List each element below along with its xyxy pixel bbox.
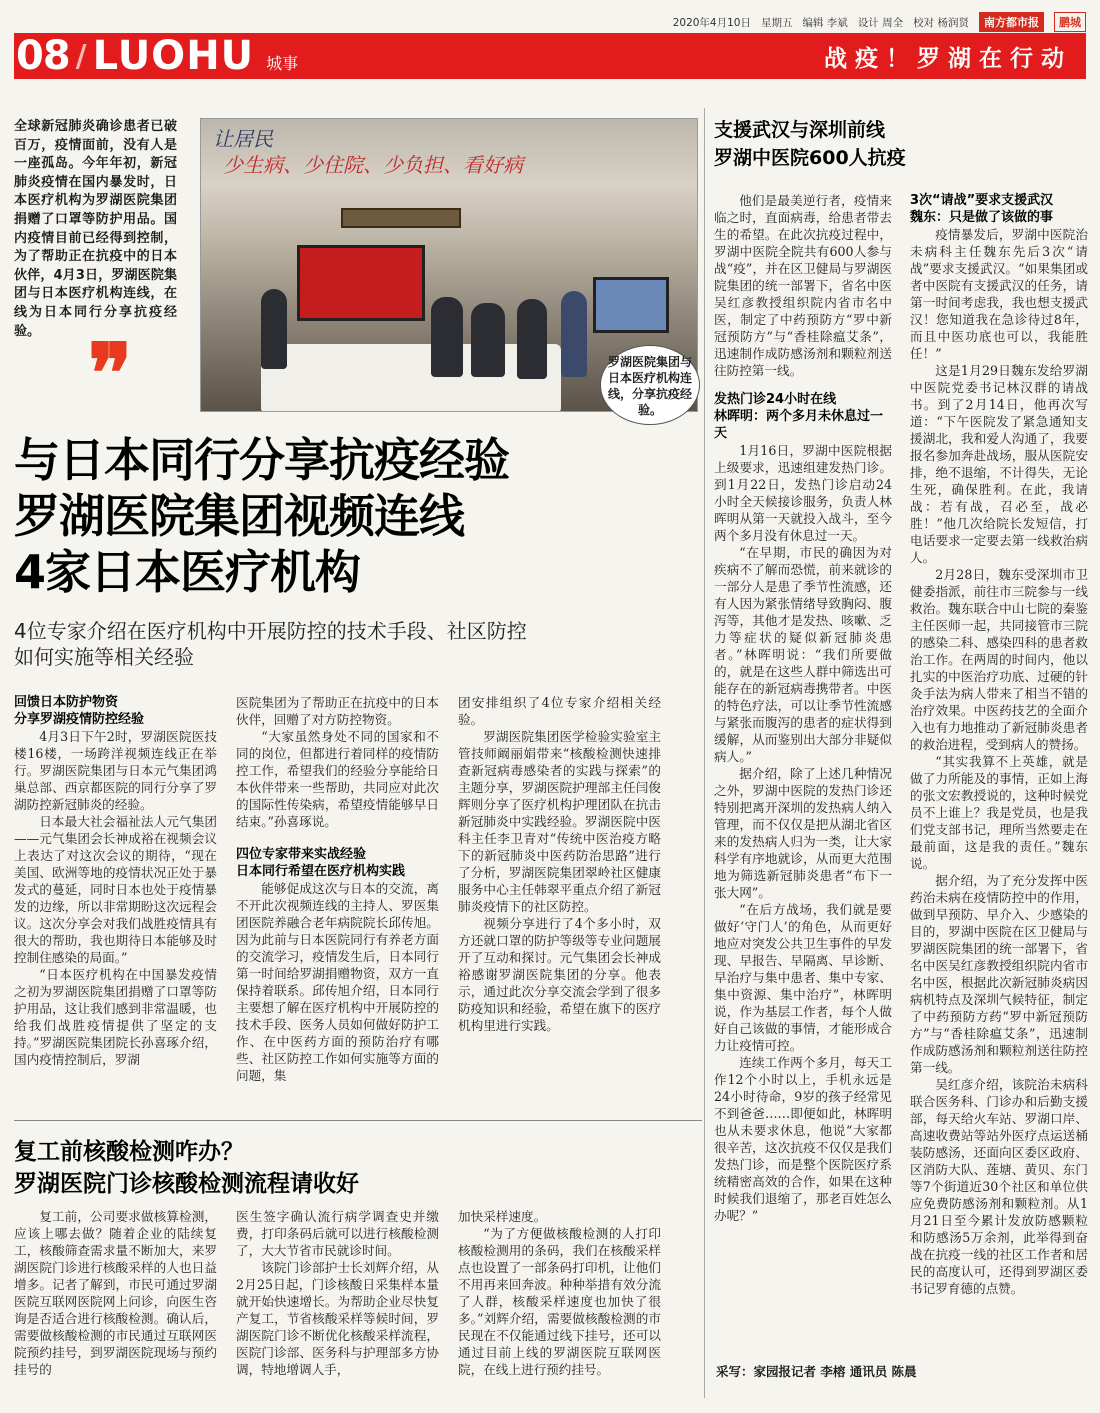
article3-paragraph: 这是1月29日魏东发给罗湖中医院党委书记林汉群的请战书。到了2月14日，他再次写道：“下午医院发了紧急通知支援湖北，我和爱人沟通了，我要报名参加奔赴战场，服从医院安排，绝不退缩，不计得失，无论生死，确保胜利。在此，我请战：若有战，召必至，战必胜！”他几次给院长发短信，打电话要求一定要去第一线救治病人。 [910, 363, 1088, 565]
banner-slash: / [75, 38, 87, 74]
article3-paragraph: 据介绍，除了上述几种情况之外，罗湖中医院的发热门诊还特别把离开深圳的发热病人纳入管理，而不仅仅是把从湖北省区来的发热病人归为一类，让大家科学有序地就诊，从而更大范围地为筛选新冠肺炎患者“布下一张大网”。 [714, 766, 892, 900]
article3-credit: 采写：家园报记者 李榕 通讯员 陈晨 [716, 1364, 917, 1379]
editor-credit: 编辑 李斌 [802, 16, 848, 29]
article3-paragraph: 2月28日，魏东受深圳市卫健委指派，前往市三院参与一线救治。魏东联合中山七院的秦鉴主任医师一起，共同接管市三院的感染二科、感染四科的患者救治工作。在两周的时间内，他以扎实的中医治疗功底、过硬的针灸手法为病人带来了相当不错的治疗效果。中医药技艺的全面介入也有力地推动了新冠肺炎患者的救治进程，受到病人的赞扬。 [910, 567, 1088, 752]
article1-col2 [236, 694, 439, 1084]
photo-person [261, 289, 287, 369]
article1-subhead1b: 分享罗湖疫情防控经验 [14, 712, 145, 727]
article1-paragraph: 医院集团为了帮助正在抗疫中的日本伙伴，回赠了对方防控物资。 [236, 695, 439, 727]
photo-person [431, 297, 463, 377]
issue-date: 2020年4月10日 [672, 16, 751, 29]
article3-headline [714, 116, 1084, 172]
quote-mark-icon: ❞ [88, 326, 133, 422]
article3-head1: 支援武汉与深圳前线 [714, 119, 886, 141]
article3-subheadB1: 3次“请战”要求支援武汉 [910, 193, 1054, 208]
subline2: 如何实施等相关经验 [14, 645, 194, 669]
headline-line1: 与日本同行分享抗疫经验 [14, 433, 509, 487]
headline-line2: 罗湖医院集团视频连线 [14, 489, 464, 543]
article1-subhead2a: 四位专家带来实战经验 [236, 847, 367, 862]
article3-paragraph: 据介绍，为了充分发挥中医药治未病在疫情防控中的作用，做到早预防、早介入、少感染的目的，罗湖中医院在区卫健局与罗湖医院集团的统一部署下，省名中医吴红彦教授组织院内省市名中医，根据此次新冠肺炎病因病机特点及深圳气候特征，制定了中药预防方药“罗中新冠预防方”与“香桂除瘟艾条”，迅速制作成防感汤剂和颗粒剂送往防控第一线。 [910, 873, 1088, 1075]
article1-paragraph: 罗湖医院集团医学检验实验室主管技师阚丽娟带来“核酸检测快速排查新冠病毒感染者的实践与探索”的主题分享，罗湖医院护理部主任闫俊辉则分享了医疗机构护理团队在抗击新冠肺炎中实践经验。罗湖医院中医科主任李卫青对“传统中医治疫方略下的新冠肺炎中医药防治思路”进行了分析，罗湖医院集团翠岭社区健康服务中心主任韩翠平重点介绍了新冠肺炎疫情下的社区防控。 [458, 729, 661, 914]
article3-paragraph: 疫情暴发后，罗湖中医院治未病科主任魏东先后3次“请战”要求支援武汉。“如果集团或者中医院有支援武汉的任务，请第一时间考虑我，我也想支援武汉！您知道我在急诊待过8年，而且中医功底也可以，我能胜任！” [910, 227, 1088, 361]
article1-paragraph: “大家虽然身处不同的国家和不同的岗位，但都进行着同样的疫情防控工作，希望我们的经验分享能给日本伙伴带来一些帮助，共同应对此次的国际性传染病，希望疫情能够早日结束。”孙喜琢说。 [236, 729, 439, 829]
article3-paragraph: 1月16日，罗湖中医院根据上级要求，迅速组建发热门诊。到1月22日，发热门诊启动24小时全天候接诊服务，负责人林晖明从第一天就投入战斗，至今两个多月没有休息过一天。 [714, 443, 892, 543]
article1-paragraph: 团安排组织了4位专家介绍相关经验。 [458, 695, 661, 727]
photo-red-screen [297, 245, 425, 321]
section-banner [14, 33, 1086, 79]
article1-paragraph: 日本最大社会福祉法人元气集团——元气集团会长神成裕在视频会议上表达了对这次会议的期待，“现在美国、欧洲等地的疫情状况正处于暴发式的蔓延，同时日本也处于疫情暴发的边缘，所以非常期盼这次远程会议。这次分享会对我们战胜疫情具有很大的帮助，我也期待日本能够及时控制住感染的局面。” [14, 814, 217, 965]
article1-paragraph: 4月3日下午2时，罗湖医院医技楼16楼，一场跨洋视频连线正在举行。罗湖医院集团与日本元气集团鸿巢总部、西京都医院的同行分享了罗湖防控新冠肺炎的经验。 [14, 729, 217, 812]
column-divider [704, 108, 705, 1398]
design-credit: 设计 周全 [857, 16, 904, 29]
article2-paragraph: 医生签字确认流行病学调查史并缴费，打印条码后就可以进行核酸检测了，大大节省市民就诊时间。 [236, 1209, 439, 1258]
article2-paragraph: 复工前，公司要求做核算检测，应该上哪去做？随着企业的陆续复工，核酸筛查需求量不断加大，来罗湖医院门诊进行核酸采样的人也日益增多。记者了解到，市民可通过罗湖医院互联网医院网上问诊，向医生咨询是否适合进行核酸检测。确认后，需要做核酸检测的市民通过互联网医院预约挂号，到罗湖医院现场与预约挂号的 [14, 1209, 217, 1377]
article2-paragraph: “为了方便做核酸检测的人打印核酸检测用的条码，我们在核酸采样点也设置了一部条码打印机，让他们不用再来回奔波。种种举措有效分流了人群，核酸采样速度也加快了很多。”刘辉介绍，需要做核酸检测的市民现在不仅能通过线下挂号，还可以通过目前上线的罗湖医院互联网医院，在线上进行预约挂号。 [458, 1226, 661, 1377]
article2-head2: 罗湖医院门诊核酸检测流程请收好 [14, 1171, 359, 1197]
article2-headline [14, 1136, 359, 1200]
article1-paragraph: 视频分享进行了4个多小时，双方还就口罩的防护等级等专业问题展开了互动和探讨。元气集团会长神成裕感谢罗湖医院集团的分享。他表示，通过此次分享交流会学到了很多防疫知识和经验，希望在旗下的医疗机构里进行实践。 [458, 916, 661, 1033]
article3-paragraph: “其实我算不上英雄，就是做了力所能及的事情，正如上海的张文宏教授说的，这种时候党员不上谁上？我是党员，也是我们党支部书记，理所当然要走在最前面，这是我的责任。”魏东说。 [910, 754, 1088, 871]
photo-person [471, 303, 505, 377]
article3-subheadA2: 林晖明：两个多月未休息过一天 [714, 409, 884, 441]
article1-col1 [14, 694, 217, 1068]
photo-sign-line2: 少生病、少住院、少负担、看好病 [223, 153, 523, 177]
top-info-bar [673, 12, 1086, 32]
article2-col2 [236, 1208, 439, 1378]
district-name: LUOHU [92, 33, 255, 79]
photo-video-screen [593, 277, 669, 333]
banner-slogan: 战疫！罗湖在行动 [824, 45, 1072, 72]
article1-subhead2b: 日本同行希望在医疗机构实践 [236, 864, 406, 879]
article1-col3 [458, 694, 661, 1034]
article3-colA [714, 192, 892, 1224]
photo-caption: 罗湖医院集团与日本医疗机构连线，分享抗疫经验。 [600, 345, 700, 425]
photo-sign-line1: 让居民 [213, 127, 273, 151]
article3-subheadA1: 发热门诊24小时在线 [714, 392, 837, 407]
article1-paragraph: 能够促成这次与日本的交流，离不开此次视频连线的主持人、罗医集团医院养融合老年病院院长邱传旭。因为此前与日本医院同行有养老方面的交流学习，疫情发生后，日本同行第一时间给罗湖捐赠物资，双方一直保持着联系。邱传旭介绍，日本同行主要想了解在医疗机构中开展防控的技术手段、医务人员如何做好防护工作、在中医药方面的预防治疗有哪些、社区防控工作如何实施等方面的问题，集 [236, 881, 439, 1083]
article2-paragraph: 加快采样速度。 [458, 1209, 547, 1224]
article1-subhead1a: 回馈日本防护物资 [14, 695, 119, 710]
page-number: 08 [16, 33, 70, 79]
article2-head1: 复工前核酸检测咋办？ [14, 1139, 244, 1165]
section-name: 城事 [266, 53, 299, 73]
article3-paragraph: 连续工作两个多月，每天工作12个小时以上，手机永远是24小时待命，9岁的孩子经常见不到爸爸……即便如此，林晖明也从未要求休息，他说“大家都很辛苦，这次抗疫不仅仅是我们发热门诊，而是整个医院医疗系统精密高效的合作，如果在这种时候我们退缩了，那老百姓怎么办呢？” [714, 1055, 892, 1223]
article3-colB [910, 192, 1088, 1297]
article3-subheadB2: 魏东：只是做了该做的事 [910, 210, 1054, 225]
photo-person [561, 291, 587, 377]
sub-brand-logo: 鹏城 [1054, 12, 1086, 32]
article2-col1 [14, 1208, 217, 1378]
photo-person [517, 299, 547, 379]
main-headline [14, 432, 704, 600]
newspaper-logo: 南方都市报 [979, 12, 1044, 32]
article1-paragraph: “日本医疗机构在中国暴发疫情之初为罗湖医院集团捐赠了口罩等防护用品，这让我们感到非常温暖，也给我们战胜疫情提供了坚定的支持。”罗湖医院集团院长孙喜琢介绍，国内疫情控制后，罗湖 [14, 967, 217, 1067]
article2-col3 [458, 1208, 661, 1378]
article3-head2: 罗湖中医院600人抗疫 [714, 147, 906, 169]
issue-weekday: 星期五 [760, 16, 793, 29]
article3-paragraph: “在早期，市民的确因为对疾病不了解而恐慌，前来就诊的一部分人是患了季节性流感，还有人因为紧张情绪导致胸闷、腹泻等，其他才是发热、咳嗽、乏力等症状的疑似新冠肺炎患者。”林晖明说：“我们所要做的，就是在这些人群中筛选出可能存在的新冠病毒携带者。中医的特色疗法，可以让季节性流感与紧张而腹泻的患者的症状得到缓解，从而鉴别出大部分非疑似病人。” [714, 545, 892, 764]
intro-text: 全球新冠肺炎确诊患者已破百万，疫情面前，没有人是一座孤岛。今年年初，新冠肺炎疫情在国内暴发时，日本医疗机构为罗湖医院集团捐赠了口罩等防护用品。国内疫情目前已经得到控制，为了帮助正在抗疫中的日本伙伴，4月3日，罗湖医院集团与日本医疗机构连线，在线为日本同行分享抗疫经验。 [14, 119, 177, 339]
photo-table [261, 344, 561, 412]
sub-headline [14, 618, 704, 670]
article3-paragraph: 他们是最美逆行者，疫情来临之时，直面病毒，给患者带去生的希望。在此次抗疫过程中，罗湖中医院全院共有600人参与战“疫”，并在区卫健局与罗湖医院集团的统一部署下，省名中医吴红彦教授组织院内省市名中医，制定了中药预防方“罗中新冠预防方”与“香桂除瘟艾条”，迅速制作成防感汤剂和颗粒剂送往防控第一线。 [714, 193, 892, 378]
proof-credit: 校对 杨润贤 [913, 16, 969, 29]
section-divider [14, 1120, 702, 1121]
article3-paragraph: “在后方战场，我们就是要做好‘守门人’的角色，从而更好地应对突发公共卫生事件的早发现、早报告、早隔离、早诊断、早治疗与集中患者、集中专家、集中资源、集中治疗”，林晖明说，作为基层工作者，每个人做好自己该做的事情，才能形成合力让疫情可控。 [714, 902, 892, 1053]
subline1: 4位专家介绍在医疗机构中开展防控的技术手段、社区防控 [14, 619, 527, 643]
photo-plaque [341, 208, 461, 228]
headline-line3: 4家日本医疗机构 [14, 545, 361, 599]
article3-paragraph: 吴红彦介绍，该院治未病科联合医务科、门诊办和后勤支援部，每天给火车站、罗湖口岸、高速收费站等站外医疗点运送桶装防感汤，还面向区委区政府、区消防大队、莲塘、黄贝、东门等7个街道近30个社区和单位供应免费防感汤剂和颗粒剂。从1月21日至今累计发放防感颗粒和防感汤5万余剂，此举得到奋战在抗疫一线的社区工作者和居民的高度认可，还得到罗湖区委书记罗育德的点赞。 [910, 1077, 1088, 1296]
article2-paragraph: 该院门诊部护士长刘辉介绍，从2月25日起，门诊核酸日采集样本量就开始快速增长。为帮助企业尽快复产复工，节省核酸采样等候时间，罗湖医院门诊不断优化核酸采样流程，医院门诊部、医务科与护理部多方协调，特地增调人手， [236, 1260, 439, 1377]
